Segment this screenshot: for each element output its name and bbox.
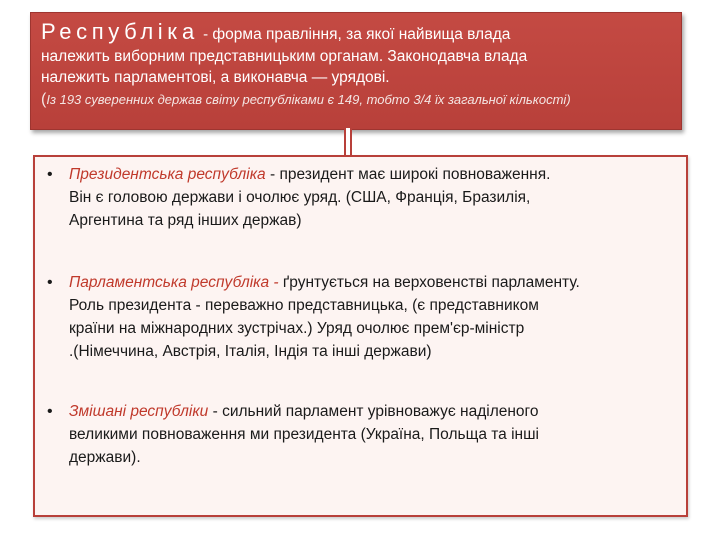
definition-banner xyxy=(30,12,682,130)
list-item-mixed xyxy=(35,400,685,469)
definition-line1: форма правління, за якої найвища влада xyxy=(212,26,511,43)
bullet-icon: • xyxy=(47,403,53,420)
item-text: .(Німеччина, Австрія, Італія, Індія та інші держави) xyxy=(69,343,432,360)
item-text: Аргентина та ряд інших держав) xyxy=(69,212,302,229)
item-text: - президент має широкі повноваження. xyxy=(265,166,551,183)
list-item-presidential xyxy=(35,163,685,232)
item-text: країни на міжнародних зустрічах.) Уряд очолює прем'єр-міністр xyxy=(69,320,525,337)
term-mixed: Змішані республіки xyxy=(69,403,209,420)
bullet-icon: • xyxy=(47,274,53,291)
note-paren: ( xyxy=(41,91,47,108)
item-text: - сильний парламент урівноважує наділеного xyxy=(208,403,539,420)
bullet-icon: • xyxy=(47,166,53,183)
term-parliamentary: Парламентська республіка - xyxy=(69,274,279,291)
republic-types-list xyxy=(33,155,688,517)
item-text: Роль президента - переважно представницька, (є представником xyxy=(69,297,539,314)
item-text: держави). xyxy=(69,449,141,466)
banner-first-line xyxy=(41,21,671,46)
item-text: великими повноваження ми президента (Україна, Польща та інші xyxy=(69,426,539,443)
title-dash: - xyxy=(203,26,209,43)
definition-line3: належить парламентові, а виконавча — урядові. xyxy=(41,69,390,86)
definition-line2: належить виборним представницьким органам. Законодавча влада xyxy=(41,48,528,65)
note-text: Із 193 суверенних держав світу республіками є 149, тобто 3/4 їх загальної кількості) xyxy=(46,92,571,107)
statistics-note xyxy=(41,91,671,109)
term-presidential: Президентська республіка xyxy=(69,166,266,183)
list-item-parliamentary xyxy=(35,271,685,363)
item-text: ґрунтується на верховенстві парламенту. xyxy=(278,274,580,291)
page-title: Республіка xyxy=(41,19,199,44)
item-text: Він є головою держави і очолює уряд. (США, Франція, Бразилія, xyxy=(69,189,531,206)
